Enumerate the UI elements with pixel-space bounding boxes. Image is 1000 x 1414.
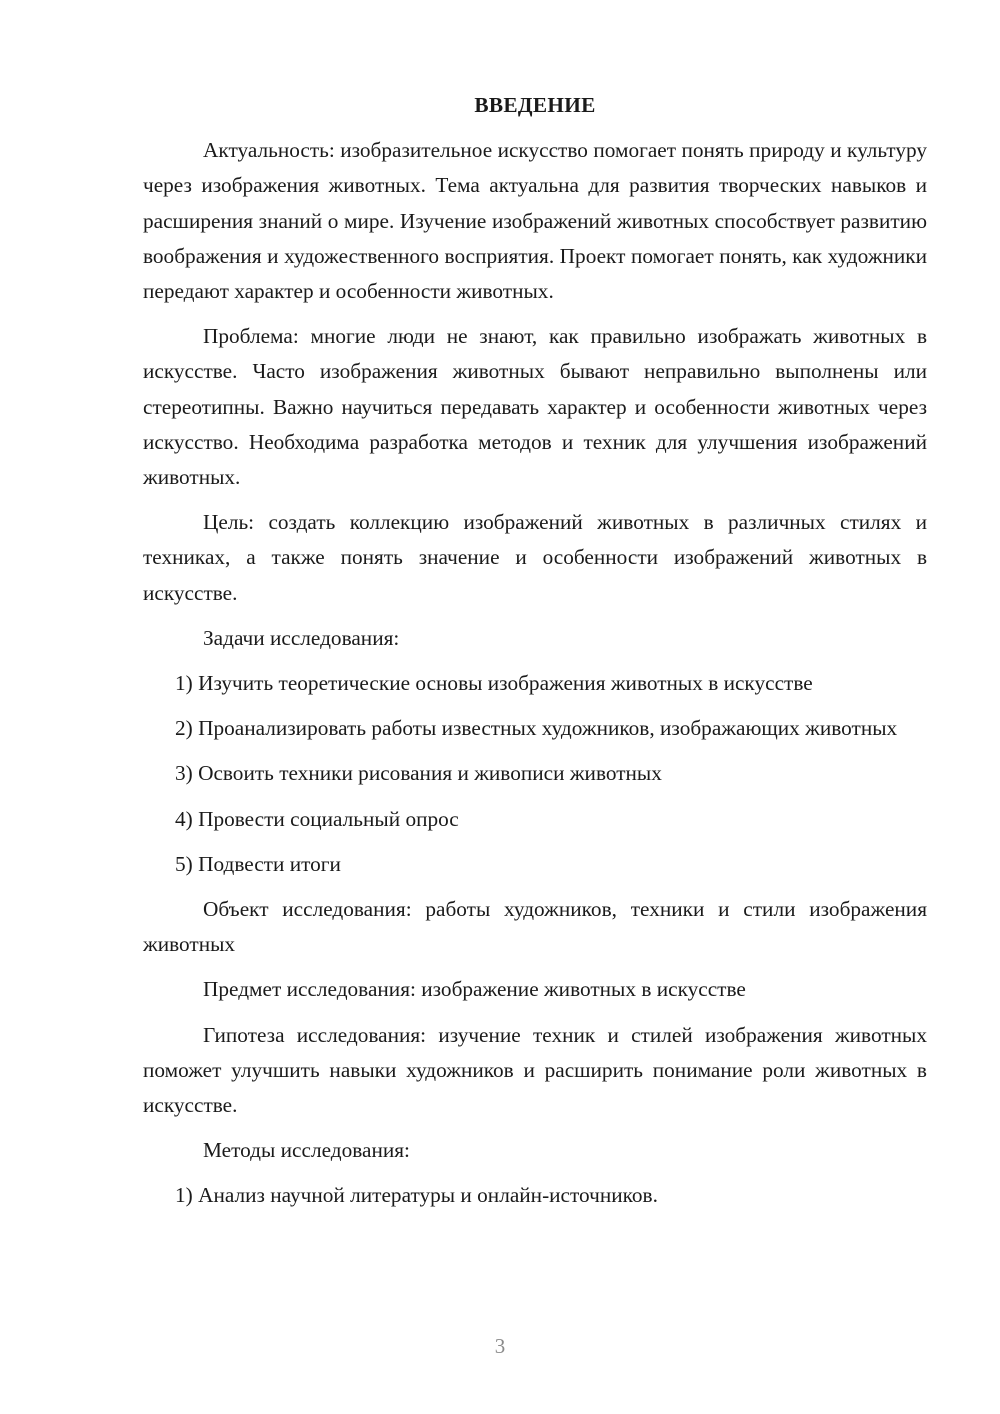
- task-item: 3) Освоить техники рисования и живописи животных: [175, 761, 662, 786]
- document-page: [143, 88, 927, 1224]
- task-item: 2) Проанализировать работы известных художников, изображающих животных: [175, 716, 898, 741]
- problem-paragraph: Проблема: многие люди не знают, как правильно изображать животных в искусстве. Часто изображения животных бывают неправильно выполнены или стереотипны. Важно научиться передавать характер и особенности животных через искусство. Необходима разработка методов и техник для улучшения изображений животных.: [143, 324, 927, 490]
- task-item: 4) Провести социальный опрос: [175, 806, 459, 831]
- page-number: 3: [494, 1334, 506, 1358]
- methods-heading: Методы исследования:: [203, 1138, 410, 1163]
- relevance-paragraph: Актуальность: изобразительное искусство помогает понять природу и культуру через изображения животных. Тема актуальна для развития творческих навыков и расширения знаний о мире. Изучение изображений животных способствует развитию воображения и художественного восприятия. Проект помогает понять, как художники передают характер и особенности животных.: [143, 138, 927, 304]
- task-item: 5) Подвести итоги: [175, 851, 341, 876]
- tasks-heading: Задачи исследования:: [203, 625, 400, 650]
- goal-paragraph: Цель: создать коллекцию изображений животных в различных стилях и техниках, а также понять значение и особенности изображений животных в искусстве.: [143, 510, 927, 605]
- subject-paragraph: Предмет исследования: изображение животных в искусстве: [203, 977, 746, 1002]
- task-item: 1) Изучить теоретические основы изображения животных в искусстве: [175, 671, 813, 696]
- object-paragraph: Объект исследования: работы художников, техники и стили изображения животных: [143, 897, 927, 957]
- hypothesis-paragraph: Гипотеза исследования: изучение техник и стилей изображения животных поможет улучшить навыки художников и расширить понимание роли животных в искусстве.: [143, 1022, 927, 1118]
- section-title: ВВЕДЕНИЕ: [474, 93, 596, 117]
- method-item: 1) Анализ научной литературы и онлайн-источников.: [175, 1183, 658, 1208]
